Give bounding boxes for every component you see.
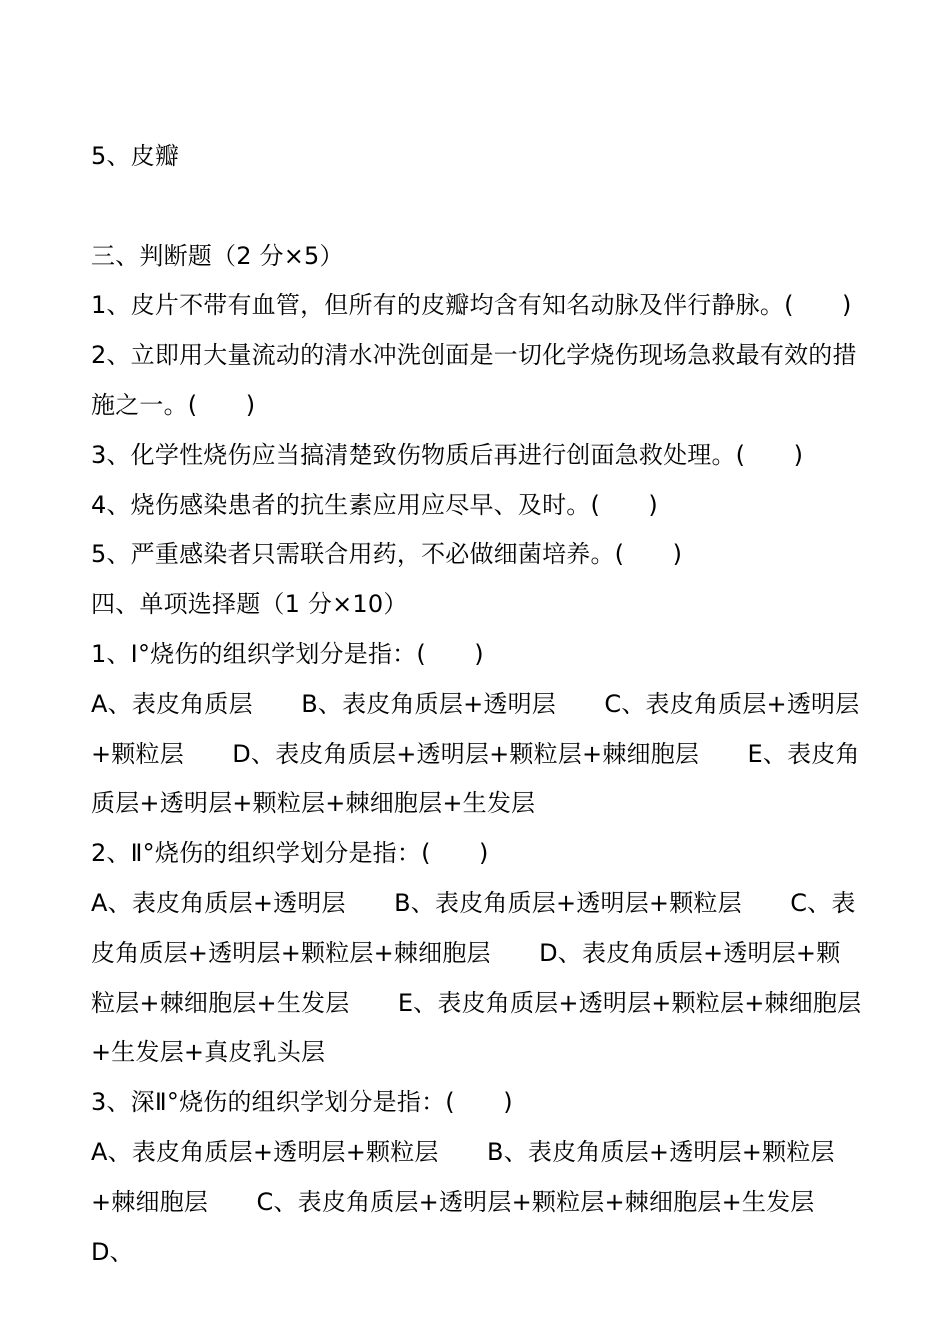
section-heading-true-false: 三、判断题（2 分×5） — [91, 241, 344, 270]
true-false-question-1: 1、皮片不带有血管，但所有的皮瓣均含有知名动脉及伴行静脉。( ) — [91, 291, 852, 320]
choice-question-3: 3、深Ⅱ°烧伤的组织学划分是指：( ) — [91, 1088, 513, 1117]
choice-question-2-options: A、表皮角质层+透明层 B、表皮角质层+透明层+颗粒层 C、表皮角质层+透明层+颗粒层+棘细胞层 D、表皮角质层+透明层+颗粒层+棘细胞层+生发层 E、表皮角质层+透明层+颗粒层+棘细胞层+生发层+真皮乳头层 — [91, 888, 862, 1067]
choice-question-3-options: A、表皮角质层+透明层+颗粒层 B、表皮角质层+透明层+颗粒层+棘细胞层 C、表皮角质层+透明层+颗粒层+棘细胞层+生发层 D、 — [91, 1137, 863, 1266]
blank-line — [91, 182, 863, 232]
choice-question-2: 2、Ⅱ°烧伤的组织学划分是指：( ) — [91, 839, 489, 868]
section-heading-single-choice: 四、单项选择题（1 分×10） — [91, 590, 408, 619]
document-body — [91, 132, 863, 1277]
section-item-skin-flap: 5、皮瓣 — [91, 142, 180, 170]
choice-question-1: 1、Ⅰ°烧伤的组织学划分是指：( ) — [91, 639, 484, 668]
true-false-question-4: 4、烧伤感染患者的抗生素应用应尽早、及时。( ) — [91, 490, 658, 519]
choice-question-1-options: A、表皮角质层 B、表皮角质层+透明层 C、表皮角质层+透明层+颗粒层 D、表皮角质层+透明层+颗粒层+棘细胞层 E、表皮角质层+透明层+颗粒层+棘细胞层+生发层 — [91, 689, 860, 818]
true-false-question-3: 3、化学性烧伤应当搞清楚致伤物质后再进行创面急救处理。( ) — [91, 440, 804, 469]
true-false-question-2: 2、立即用大量流动的清水冲洗创面是一切化学烧伤现场急救最有效的措施之一。( ) — [91, 341, 857, 419]
true-false-question-5: 5、严重感染者只需联合用药，不必做细菌培养。( ) — [91, 540, 683, 569]
